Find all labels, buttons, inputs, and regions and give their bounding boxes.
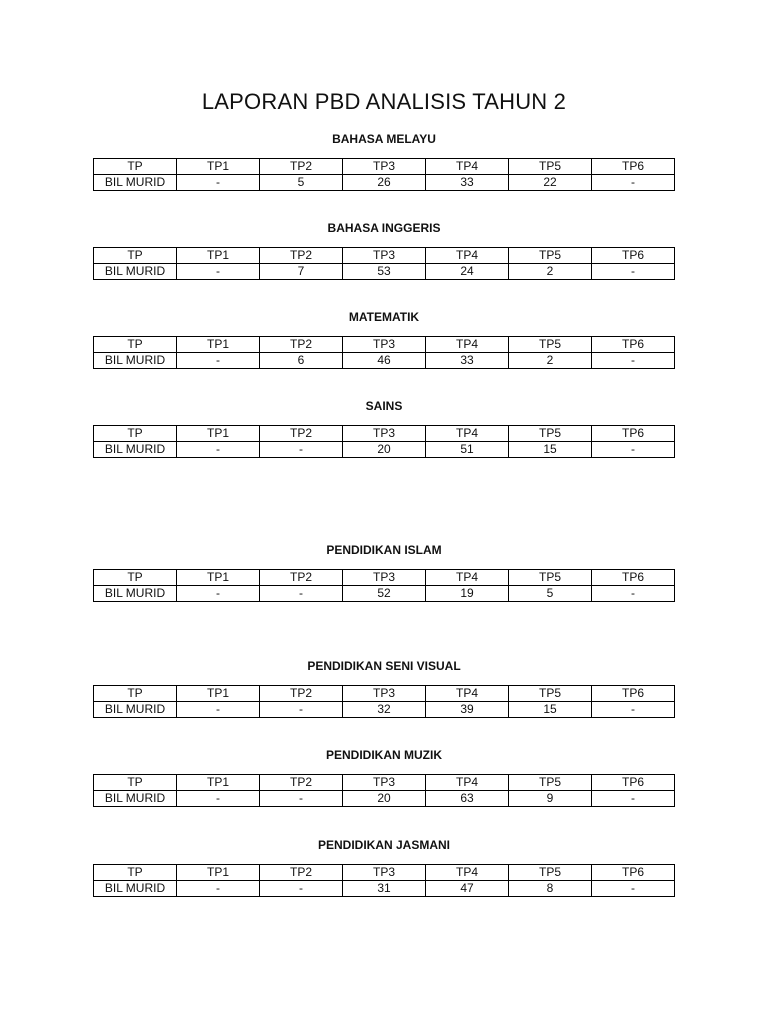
row-label-cell: BIL MURID: [94, 702, 177, 718]
value-cell: -: [177, 175, 260, 191]
table-row: [94, 702, 675, 718]
value-cell: 15: [509, 442, 592, 458]
table-header-row: [94, 775, 675, 791]
table-row: [94, 586, 675, 602]
value-cell: -: [592, 442, 675, 458]
value-cell: 2: [509, 264, 592, 280]
value-cell: -: [592, 264, 675, 280]
value-cell: 5: [260, 175, 343, 191]
value-cell: -: [592, 702, 675, 718]
value-cell: 46: [343, 353, 426, 369]
subject-title: BAHASA INGGERIS: [327, 221, 441, 235]
header-cell: TP2: [260, 426, 343, 442]
table-row: [94, 442, 675, 458]
subject-title: PENDIDIKAN MUZIK: [326, 748, 442, 762]
value-cell: -: [592, 791, 675, 807]
value-cell: 63: [426, 791, 509, 807]
row-label-cell: BIL MURID: [94, 442, 177, 458]
header-cell: TP2: [260, 159, 343, 175]
header-cell: TP4: [426, 426, 509, 442]
value-cell: 39: [426, 702, 509, 718]
header-cell: TP6: [592, 159, 675, 175]
header-cell: TP4: [426, 570, 509, 586]
table-header-row: [94, 337, 675, 353]
value-cell: 6: [260, 353, 343, 369]
value-cell: 24: [426, 264, 509, 280]
header-cell: TP2: [260, 248, 343, 264]
header-cell: TP3: [343, 865, 426, 881]
header-cell: TP4: [426, 159, 509, 175]
header-cell: TP5: [509, 426, 592, 442]
value-cell: -: [260, 791, 343, 807]
value-cell: 22: [509, 175, 592, 191]
value-cell: -: [592, 881, 675, 897]
header-cell: TP: [94, 686, 177, 702]
value-cell: -: [592, 353, 675, 369]
score-table: [93, 158, 675, 191]
value-cell: -: [260, 586, 343, 602]
table-header-row: [94, 865, 675, 881]
header-cell: TP2: [260, 570, 343, 586]
header-cell: TP5: [509, 686, 592, 702]
row-label-cell: BIL MURID: [94, 175, 177, 191]
header-cell: TP6: [592, 775, 675, 791]
value-cell: 33: [426, 353, 509, 369]
value-cell: 9: [509, 791, 592, 807]
header-cell: TP6: [592, 426, 675, 442]
header-cell: TP: [94, 570, 177, 586]
header-cell: TP: [94, 775, 177, 791]
header-cell: TP6: [592, 337, 675, 353]
value-cell: 7: [260, 264, 343, 280]
value-cell: 8: [509, 881, 592, 897]
row-label-cell: BIL MURID: [94, 881, 177, 897]
document-title: LAPORAN PBD ANALISIS TAHUN 2: [201, 89, 567, 114]
header-cell: TP1: [177, 686, 260, 702]
value-cell: -: [177, 791, 260, 807]
subject-title: PENDIDIKAN JASMANI: [317, 838, 450, 852]
subject-title: PENDIDIKAN SENI VISUAL: [307, 659, 461, 673]
value-cell: 20: [343, 791, 426, 807]
header-cell: TP6: [592, 865, 675, 881]
value-cell: -: [177, 702, 260, 718]
subject-title: BAHASA MELAYU: [332, 132, 436, 146]
header-cell: TP4: [426, 865, 509, 881]
value-cell: 15: [509, 702, 592, 718]
value-cell: 20: [343, 442, 426, 458]
header-cell: TP: [94, 337, 177, 353]
value-cell: -: [177, 442, 260, 458]
value-cell: 5: [509, 586, 592, 602]
value-cell: 52: [343, 586, 426, 602]
header-cell: TP2: [260, 775, 343, 791]
header-cell: TP1: [177, 248, 260, 264]
header-cell: TP6: [592, 570, 675, 586]
value-cell: 32: [343, 702, 426, 718]
header-cell: TP1: [177, 570, 260, 586]
header-cell: TP4: [426, 337, 509, 353]
subject-title: MATEMATIK: [348, 310, 420, 324]
header-cell: TP2: [260, 865, 343, 881]
header-cell: TP6: [592, 248, 675, 264]
value-cell: 53: [343, 264, 426, 280]
table-header-row: [94, 159, 675, 175]
header-cell: TP5: [509, 865, 592, 881]
table-header-row: [94, 686, 675, 702]
score-table: [93, 569, 675, 602]
header-cell: TP4: [426, 248, 509, 264]
value-cell: -: [260, 881, 343, 897]
table-row: [94, 791, 675, 807]
score-table: [93, 864, 675, 897]
value-cell: 26: [343, 175, 426, 191]
table-row: [94, 264, 675, 280]
header-cell: TP5: [509, 570, 592, 586]
table-row: [94, 353, 675, 369]
row-label-cell: BIL MURID: [94, 586, 177, 602]
header-cell: TP5: [509, 248, 592, 264]
header-cell: TP3: [343, 686, 426, 702]
header-cell: TP4: [426, 775, 509, 791]
row-label-cell: BIL MURID: [94, 791, 177, 807]
header-cell: TP3: [343, 159, 426, 175]
value-cell: -: [592, 175, 675, 191]
value-cell: -: [260, 442, 343, 458]
row-label-cell: BIL MURID: [94, 353, 177, 369]
header-cell: TP3: [343, 337, 426, 353]
table-row: [94, 175, 675, 191]
table-row: [94, 881, 675, 897]
header-cell: TP5: [509, 337, 592, 353]
header-cell: TP5: [509, 775, 592, 791]
header-cell: TP3: [343, 775, 426, 791]
value-cell: 19: [426, 586, 509, 602]
table-header-row: [94, 570, 675, 586]
header-cell: TP5: [509, 159, 592, 175]
subject-title: SAINS: [365, 399, 403, 413]
table-header-row: [94, 426, 675, 442]
header-cell: TP: [94, 865, 177, 881]
header-cell: TP1: [177, 775, 260, 791]
score-table: [93, 247, 675, 280]
header-cell: TP: [94, 426, 177, 442]
value-cell: 33: [426, 175, 509, 191]
header-cell: TP: [94, 159, 177, 175]
value-cell: -: [177, 586, 260, 602]
value-cell: 47: [426, 881, 509, 897]
score-table: [93, 336, 675, 369]
score-table: [93, 774, 675, 807]
header-cell: TP3: [343, 426, 426, 442]
header-cell: TP1: [177, 865, 260, 881]
header-cell: TP: [94, 248, 177, 264]
value-cell: -: [177, 353, 260, 369]
value-cell: 2: [509, 353, 592, 369]
header-cell: TP1: [177, 159, 260, 175]
row-label-cell: BIL MURID: [94, 264, 177, 280]
header-cell: TP1: [177, 426, 260, 442]
subject-title: PENDIDIKAN ISLAM: [326, 543, 442, 557]
value-cell: -: [177, 881, 260, 897]
score-table: [93, 425, 675, 458]
value-cell: -: [592, 586, 675, 602]
score-table: [93, 685, 675, 718]
value-cell: -: [177, 264, 260, 280]
header-cell: TP3: [343, 570, 426, 586]
header-cell: TP2: [260, 337, 343, 353]
header-cell: TP3: [343, 248, 426, 264]
header-cell: TP6: [592, 686, 675, 702]
value-cell: 31: [343, 881, 426, 897]
value-cell: 51: [426, 442, 509, 458]
header-cell: TP2: [260, 686, 343, 702]
header-cell: TP1: [177, 337, 260, 353]
value-cell: -: [260, 702, 343, 718]
table-header-row: [94, 248, 675, 264]
header-cell: TP4: [426, 686, 509, 702]
